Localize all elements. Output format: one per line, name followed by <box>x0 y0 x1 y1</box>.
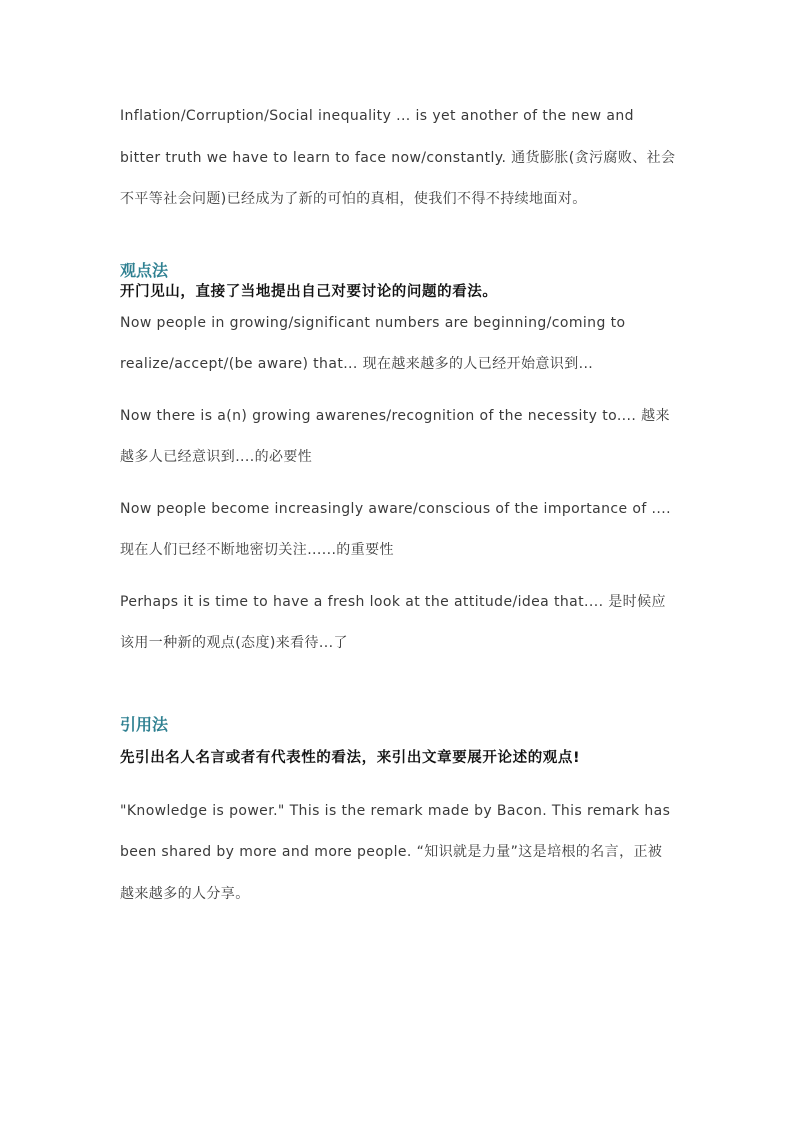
section-lead-quote: 先引出名人名言或者有代表性的看法，来引出文章要展开论述的观点! <box>120 749 581 766</box>
spacer <box>120 479 676 489</box>
section-lead-viewpoint: 开门见山，直接了当地提出自己对要讨论的问题的看法。 <box>120 283 498 300</box>
document-content <box>120 96 676 915</box>
intro-paragraph: Inflation/Corruption/Social inequality ... is yet another of the new and bitter truth we have to learn to face now/constantly. 通货膨胀(贪污腐败、社会不平等社会问题)已经成为了新的可怕的真相，使我们不得不持续地面对。 <box>120 108 676 207</box>
spacer <box>120 665 676 705</box>
quote-section <box>120 715 676 916</box>
spacer <box>120 769 676 791</box>
section-title-quote: 引用法 <box>120 714 169 734</box>
viewpoint-paragraph-1: Now people in growing/significant numbers are beginning/coming to realize/accept/(be aware) that... 现在越来越多的人已经开始意识到... <box>120 314 626 372</box>
viewpoint-paragraph-4: Perhaps it is time to have a fresh look at the attitude/idea that.... 是时候应该用一种新的观点(态度)来看待...了 <box>120 593 666 651</box>
viewpoint-paragraph-2: Now there is a(n) growing awarenes/recognition of the necessity to.... 越来越多人已经意识到....的必要性 <box>120 407 670 465</box>
spacer <box>120 735 676 747</box>
spacer <box>120 572 676 582</box>
spacer <box>120 221 676 261</box>
section-title-viewpoint: 观点法 <box>120 260 169 280</box>
quote-paragraph-1: "Knowledge is power." This is the remark made by Bacon. This remark has been shared by more and more people. “知识就是力量”这是培根的名言，正被越来越多的人分享。 <box>120 802 671 902</box>
spacer <box>120 705 676 715</box>
spacer <box>120 386 676 396</box>
viewpoint-paragraph-3: Now people become increasingly aware/conscious of the importance of .... 现在人们已经不断地密切关注......的重要性 <box>120 500 671 558</box>
viewpoint-section <box>120 261 676 665</box>
